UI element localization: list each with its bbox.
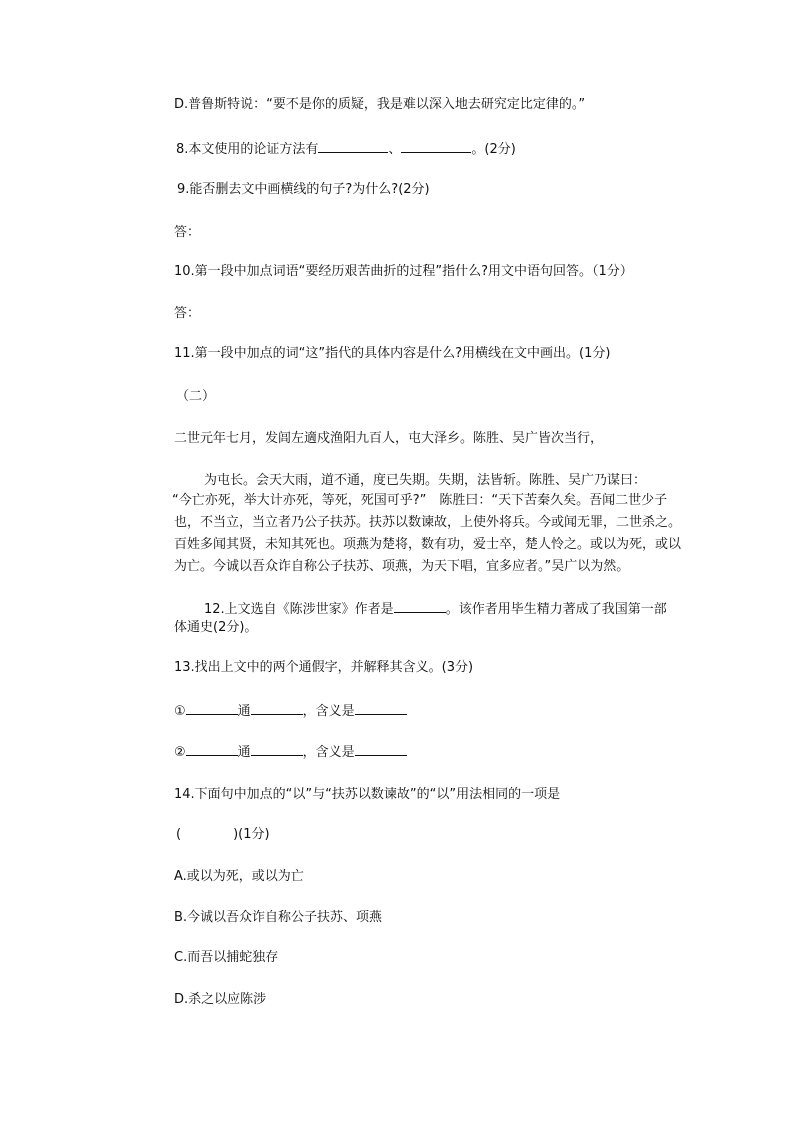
answer-blank[interactable]: [401, 140, 471, 153]
question-11: 11.第一段中加点的词“这”指代的具体内容是什么?用横线在文中画出。(1分): [174, 346, 611, 361]
q12-text: 12.上文选自《陈涉世家》作者是: [204, 602, 394, 617]
q12-text-cont: 。该作者用毕生精力著成了我国第一部: [445, 602, 667, 617]
q8-separator: 、: [388, 142, 402, 157]
question-12: [204, 600, 667, 619]
option-d: D.杀之以应陈涉: [174, 992, 267, 1007]
answer-blank[interactable]: [394, 600, 446, 613]
passage-line: “今亡亦死，举大计亦死，等死，死国可乎?” 陈胜曰：“天下苦秦久矣。吾闻二世少子: [172, 493, 668, 508]
tong-label: 通: [237, 704, 251, 719]
q14-answer-paren: ( )(1分): [176, 827, 270, 842]
option-d-text: D.普鲁斯特说：“要不是你的质疑，我是难以深入地去研究定比定律的。”: [174, 97, 586, 112]
meaning-label: ，含义是: [302, 704, 355, 719]
answer-blank[interactable]: [355, 743, 407, 756]
question-9: 9.能否删去文中画横线的句子?为什么?(2分): [177, 182, 430, 197]
answer-blank[interactable]: [186, 702, 238, 715]
tong-label: 通: [237, 745, 251, 760]
answer-blank[interactable]: [318, 140, 388, 153]
passage-line: 百姓多闻其贤，未知其死也。项燕为楚将，数有功，爱士卒，楚人怜之。或以为死，或以: [174, 537, 682, 552]
option-b: B.今诚以吾众诈自称公子扶苏、项燕: [174, 910, 383, 925]
answer-blank[interactable]: [186, 743, 238, 756]
meaning-label: ，含义是: [302, 745, 355, 760]
option-c: C.而吾以捕蛇独存: [174, 950, 279, 965]
q13-item-1: [174, 702, 407, 721]
question-10: 10.第一段中加点词语“要经历艰苦曲折的过程”指什么?用文中语句回答。（1分）: [174, 264, 633, 279]
answer-blank[interactable]: [251, 702, 303, 715]
passage-line: 为亡。今诚以吾众诈自称公子扶苏、项燕，为天下唱，宜多应者。”吴广以为然。: [174, 559, 630, 574]
answer-blank[interactable]: [251, 743, 303, 756]
q8-points: 。(2分): [471, 142, 516, 157]
q8-text: 8.本文使用的论证方法有: [176, 142, 319, 157]
question-13: 13.找出上文中的两个通假字，并解释其含义。(3分): [174, 660, 474, 675]
passage-line: 也，不当立，当立者乃公子扶苏。扶苏以数谏故，上使外将兵。今或闻无罪，二世杀之。: [174, 515, 682, 530]
circled-2: ②: [174, 745, 186, 760]
q13-item-2: [174, 743, 407, 762]
answer-blank[interactable]: [355, 702, 407, 715]
answer-label: 答：: [174, 306, 201, 321]
section-heading: （二）: [176, 389, 216, 404]
answer-label: 答：: [174, 225, 201, 240]
question-14: 14.下面句中加点的“以”与“扶苏以数谏故”的“以”用法相同的一项是: [174, 787, 561, 802]
circled-1: ①: [174, 704, 186, 719]
passage-line: 二世元年七月，发闾左適戍渔阳九百人，屯大泽乡。陈胜、吴广皆次当行，: [174, 431, 604, 446]
passage-line: 为屯长。会天大雨，道不通，度已失期。失期，法皆斩。陈胜、吴广乃谋曰：: [204, 473, 647, 488]
option-a: A.或以为死，或以为亡: [174, 869, 304, 884]
question-12-cont: 体通史(2分)。: [174, 620, 258, 635]
question-8: [176, 140, 516, 159]
